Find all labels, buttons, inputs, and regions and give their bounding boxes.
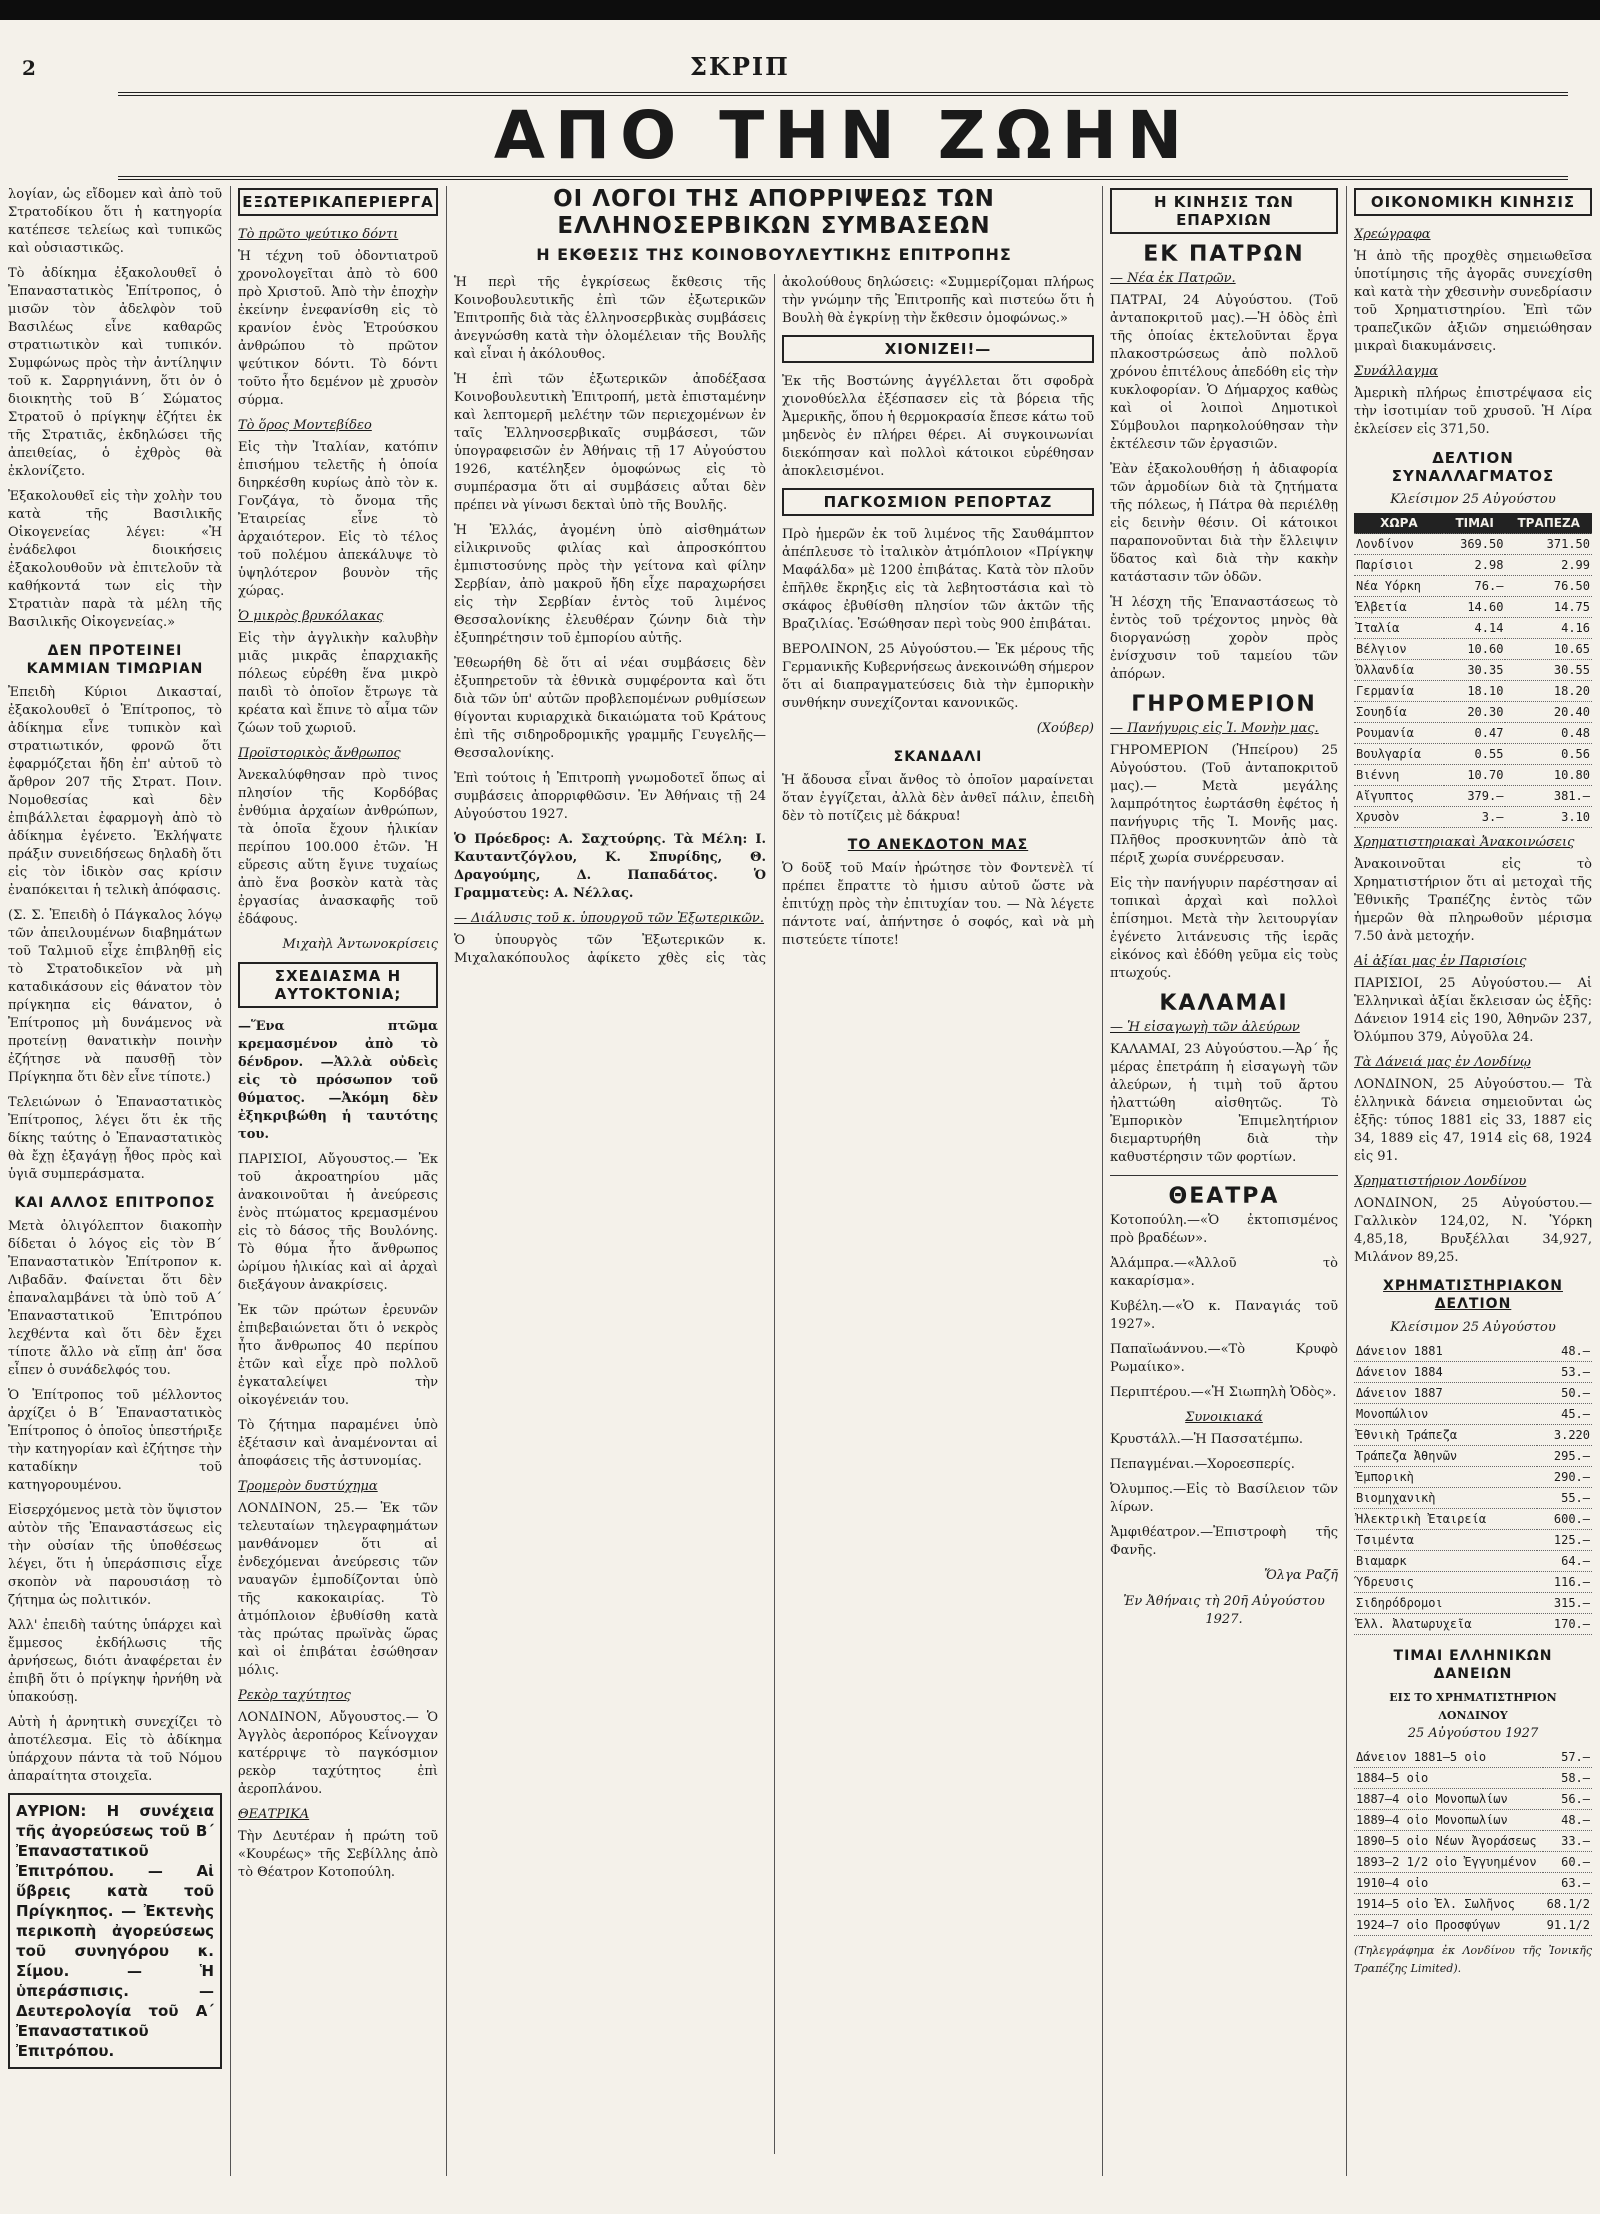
page-number: 2: [22, 56, 36, 80]
item-paragraph: Ἡ τέχνη τοῦ ὀδοντιατροῦ χρονολογεῖται ἀπὸ τὸ 600 πρὸ Χριστοῦ. Ἀπὸ τὴν ἐποχὴν ἐκείνην ἐνεφανίσθη εἰς τὸ κρανίον ἑνὸς Ἑτρούσκου ἀνθρώπου τὸ πρῶτον ψεύτικον δόντι. Τὸ δόντι τοῦτο ἦτο δεμένον μὲ χρυσὸν σύρμα.: [238, 249, 438, 408]
table-cell: Γερμανία: [1354, 681, 1444, 702]
table-row: [1354, 702, 1592, 723]
table-cell: Τσιμέντα: [1354, 1530, 1537, 1551]
table-cell: 10.60: [1444, 639, 1506, 660]
table-cell: 14.60: [1444, 597, 1506, 618]
table-cell: Δάνειον 1887: [1354, 1383, 1537, 1404]
city-heading: ΓΗΡΟΜΕΡΙΟΝ: [1131, 692, 1317, 717]
table-cell: 30.55: [1505, 660, 1592, 681]
table-row: [1354, 1551, 1592, 1572]
column-main-article: [454, 186, 1094, 2176]
table-cell: 4.16: [1505, 618, 1592, 639]
table-row: [1354, 1831, 1592, 1852]
table-cell: 1884—5 οἰο: [1354, 1768, 1543, 1789]
article-paragraph: Ἐπὶ τούτοις ἡ Ἐπιτροπὴ γνωμοδοτεῖ ὅπως αἱ συμβάσεις ἀπορριφθῶσιν. Ἐν Ἀθήναις τῇ 24 Αὐγούστου 1927.: [454, 771, 766, 822]
section-box-provinces: Η ΚΙΝΗΣΙΣ ΤΩΝ ΕΠΑΡΧΙΩΝ: [1110, 188, 1338, 234]
section-banner: [118, 92, 1568, 180]
exchange-table-subheading: Κλείσιμον 25 Αὐγούστου: [1390, 492, 1556, 507]
trial-paragraph: Ἀλλ' ἐπειδὴ ταύτης ὑπάρχει καὶ ἔμμεσος ἐκδήλωσις τῆς ἀρνήσεως, διότι ἀναφέρεται ἐν ἐπιβῆ ὅτι ὁ πρίγκηψ ἠρνήθη νὰ ὑπακούσῃ.: [8, 1618, 222, 1705]
item-paragraph: ΠΑΡΙΣΙΟΙ, 25 Αὐγούστου.— Αἱ Ἑλληνικαὶ ἀξίαι ἔκλεισαν ὡς ἑξῆς: Δάνειον 1914 εἰς 190, Ἀθηνῶν 237, Ὀλύμπου 379, Αὐγοῦλα 24.: [1354, 976, 1592, 1045]
item-paragraph: Εἰς τὴν Ἰταλίαν, κατόπιν ἐπισήμου τελετῆς ἡ ὁποία διηρκέσθη κυρίως ἀπὸ τὸν κ. Γονζάγα, τὸ ὄνομα τῆς Ἐταιρείας εἶνε τὸ ἀρχαιότερον. Εἰς τὸ τέλος τοῦ πολέμου ἀπεκάλυψε τὸ ὑψηλότερον βουνὸν τῆς χώρας.: [238, 440, 438, 599]
article-paragraph: Ἡ Ἑλλάς, ἀγομένη ὑπὸ αἰσθημάτων εἰλικρινοῦς φιλίας καὶ ἀπροσκόπτου ἐμπιστοσύνης πρὸς τὴν γείτονα καὶ φίλην Σερβίαν, ἀπὸ μακροῦ ἤδη εἶχε παραχωρήσει εἰς τὴν Σερβίαν ἐντὸς τοῦ λιμένος Θεσσαλονίκης ἐλευθέραν ζώνην διὰ τὴν ἐξυπηρέτησιν τοῦ ἐμπορίου αὐτῆς.: [454, 523, 766, 646]
article-paragraph: Πρὸ ἡμερῶν ἐκ τοῦ λιμένος τῆς Σαυθάμπτον ἀπέπλευσε τὸ ἰταλικὸν ἀτμόπλοιον «Πρίγκηψ Μαφάλδα» μὲ 1200 ἐπιβάτας. Κατὰ τὸν πλοῦν ἐπῆλθε ἔκρηξις εἰς τὰ λεβητοστάσια καὶ τὸ σκάφος ἐβυθίσθη πλησίον τῶν ἀκτῶν τῆς Βραζιλίας. Ἐσώθησαν περὶ τοὺς 900 ἐπιβάται.: [782, 527, 1094, 632]
table-row: [1354, 1768, 1592, 1789]
table-row: [1354, 618, 1592, 639]
trial-paragraph: Μετὰ ὀλιγόλεπτον διακοπὴν δίδεται ὁ λόγος εἰς τὸν Β΄ Ἐπαναστατικὸν Ἐπίτροπον κ. Λιβαδᾶν. Φαίνεται ὅτι δὲν ἐπαναλαμβάνει τὰ ὑπὸ τοῦ Α΄ Ἐπαναστατικοῦ Ἐπιτρόπου λεχθέντα καὶ ὅτι δὲν ἔχει τίποτε ἄλλο νὰ εἴπῃ ἀπ' ὅσα εἶπεν ὁ συνάδελφός του.: [8, 1219, 222, 1378]
theatre-listing: Κρυστάλλ.—Ἡ Πασσατέμπω.: [1110, 1432, 1304, 1447]
main-headline-block: [454, 186, 1094, 264]
exchange-table-body: [1354, 534, 1592, 828]
table-row: [1354, 723, 1592, 744]
exchange-table: [1354, 513, 1592, 828]
table-row: [1354, 765, 1592, 786]
table-header-cell: ΤΙΜΑΙ: [1444, 513, 1506, 534]
table-cell: 315.—: [1537, 1593, 1592, 1614]
section-rule: [1110, 1175, 1338, 1176]
table-cell: 58.—: [1543, 1768, 1592, 1789]
theatre-listing: Περιπτέρου.—«Ἡ Σιωπηλὴ Ὁδὸς».: [1110, 1385, 1337, 1400]
item-paragraph: ΛΟΝΔΙΝΟΝ, Αὔγουστος.— Ὁ Ἀγγλὸς ἀεροπόρος Κεΐνογχαν κατέρριψε τὸ παγκόσμιον ρεκὸρ ταχύτητος ἐπὶ ἀεροπλάνου.: [238, 1710, 438, 1797]
table-cell: Δάνειον 1881—5 οἰο: [1354, 1747, 1543, 1768]
table-cell: Αἴγυπτος: [1354, 786, 1444, 807]
column-curiosities: [238, 186, 438, 2176]
table-cell: 1914—5 οἰο Ἑλ. Σωλῆνος: [1354, 1894, 1543, 1915]
story-summary: —Ἕνα πτῶμα κρεμασμένον ἀπὸ τὸ δένδρον. —Ἀλλὰ οὐδεὶς εἰς τὸ πρόσωπον τοῦ θύματος. —Ἀκόμη δὲν ἐξηκριβώθη ἡ ταυτότης του.: [238, 1019, 438, 1142]
trial-paragraph: (Σ. Σ. Ἐπειδὴ ὁ Πάγκαλος λόγῳ τῶν ἀπειλουμένων διαβημάτων τοῦ Ταλμιοῦ εἶχε ἐπιβληθῇ εἰς τὸ Στρατοδικεῖον νὰ μὴ καταδικάσουν εἰς θάνατον τὸν πρίγκηπα εἰς θάνατον, ὁ Ἐπίτροπος μὴ δυνάμενος νὰ προτείνῃ θανατικὴν ποινὴν ἐζήτησε νὰ παυσθῇ τὸν Πρίγκηπα ὅτι δὲν εἶνε τίποτε.): [8, 908, 222, 1085]
item-paragraph: Ἀνακοινοῦται εἰς τὸ Χρηματιστήριον ὅτι αἱ μετοχαὶ τῆς Ἐθνικῆς Τραπέζης ἐντὸς τῶν ἡμερῶν θὰ πληρωθοῦν μέρισμα 7.50 ἀνὰ μετοχήν.: [1354, 857, 1592, 944]
theatre-listing: Κυβέλη.—«Ὁ κ. Παναγιάς τοῦ 1927».: [1110, 1299, 1338, 1332]
table-cell: Λονδίνον: [1354, 534, 1444, 555]
section-box-economy: ΟΙΚΟΝΟΜΙΚΗ ΚΙΝΗΣΙΣ: [1354, 188, 1592, 216]
table-cell: Δάνειον 1881: [1354, 1341, 1537, 1362]
table-cell: Ἰταλία: [1354, 618, 1444, 639]
table-row: [1354, 597, 1592, 618]
trial-paragraph: Ἐπειδὴ Κύριοι Δικασταί, ἐξακολουθεῖ ὁ Ἐπίτροπος, τὸ ἀδίκημα εἶνε τυπικὸν καὶ στρατιωτικόν, φρονῶ ὅτι ἐφαρμόζεται ἤδη ἐπ' αὐτοῦ τὸ ἄρθρον 207 τῆς Στρατ. Ποιν. Νομοθεσίας καὶ δὲν ἐπιβάλλεται ἐφαρμογὴ ἀπὸ τὸ ἀδίκημα ἐγένετο. Ἐκλήψατε πράξιν συνειδήσεως δηλαδὴ ὅτι εἰς τὸν ἰδικὸν σας κρίσιν ἐναπόκειται ἡ τελικὴ ἀπόφασις.: [8, 685, 222, 898]
item-paragraph: Ἐὰν ἐξακολουθήσῃ ἡ ἀδιαφορία τῶν ἁρμοδίων διὰ τὰ ζητήματα τῆς πόλεως, ἡ Πάτρα θὰ περιέλθῃ εἰς δεινὴν θέσιν. Οἱ κάτοικοι παραπονοῦνται διὰ τὴν ἔλλειψιν ὕδατος καὶ διὰ τὴν κακὴν κατάστασιν τῶν ὁδῶν.: [1110, 462, 1338, 585]
loans-subheading: ΕΙΣ ΤΟ ΧΡΗΜΑΤΙΣΤΗΡΙΟΝ ΛΟΝΔΙΝΟΥ: [1389, 1691, 1557, 1722]
table-row: [1354, 1810, 1592, 1831]
table-cell: 55.—: [1537, 1488, 1592, 1509]
article-paragraph: Ὁ δοῦξ τοῦ Μαίν ἠρώτησε τὸν Φοντενὲλ τί πρέπει ἔπραττε τὸ ἡμισυ αὐτοῦ ὥστε νὰ ἐπιτύχῃ πρὸς τὴν ἐπιτυχίαν του. — Νὰ λέγετε πάντοτε ναί, ἀπήντησε ὁ σοφός, καὶ νὰ μὴ πιστεύετε τίποτε!: [782, 861, 1094, 948]
main-subheadline: Η ΕΚΘΕΣΙΣ ΤΗΣ ΚΟΙΝΟΒΟΥΛΕΥΤΙΚΗΣ ΕΠΙΤΡΟΠΗΣ: [536, 245, 1012, 264]
table-cell: 0.48: [1505, 723, 1592, 744]
column-provinces: [1110, 186, 1338, 2176]
table-cell: 379.—: [1444, 786, 1506, 807]
section-box-world-report: ΠΑΓΚΟΣΜΙΟΝ ΡΕΠΟΡΤΑΖ: [782, 488, 1094, 516]
item-title: — Διάλυσις τοῦ κ. ὑπουργοῦ τῶν Ἐξωτερικῶν.: [454, 911, 764, 926]
theatres-heading: ΘΕΑΤΡΑ: [1168, 1184, 1280, 1209]
table-row: [1354, 807, 1592, 828]
column-divider: [1102, 186, 1103, 2176]
table-cell: 369.50: [1444, 534, 1506, 555]
table-cell: Ἐθνικὴ Τράπεζα: [1354, 1425, 1537, 1446]
table-cell: 10.65: [1505, 639, 1592, 660]
table-cell: 295.—: [1537, 1446, 1592, 1467]
table-cell: Μονοπώλιον: [1354, 1404, 1537, 1425]
author-signature: Ὅλγα Ραζῆ: [1264, 1568, 1338, 1583]
item-title: Χρηματιστήριον Λονδίνου: [1354, 1174, 1527, 1189]
item-title: Προϊστορικὸς ἄνθρωπος: [238, 746, 401, 761]
theatre-listing: Παπαϊωάννου.—«Τὸ Κρυφὸ Ρωμαίικο».: [1110, 1342, 1338, 1375]
table-row: [1354, 1341, 1592, 1362]
loans-table: [1354, 1747, 1592, 1936]
table-cell: 56.—: [1543, 1789, 1592, 1810]
item-title: — Νέα ἐκ Πατρῶν.: [1110, 271, 1236, 286]
city-heading: ΕΚ ΠΑΤΡΩΝ: [1143, 242, 1305, 267]
table-cell: 290.—: [1537, 1467, 1592, 1488]
table-row: [1354, 1852, 1592, 1873]
article-paragraph: Ὁ ὑπουργὸς τῶν Ἐξωτερικῶν κ. Μιχαλακόπουλος ἀφίκετο χθὲς εἰς τὰς ἀκολούθους δηλώσεις: «Συμμερίζομαι πλήρως τὴν γνώμην τῆς Ἐπιτροπῆς καὶ πιστεύω ὅτι ἡ Βουλὴ θὰ ἐγκρίνῃ τὴν ἔκθεσιν ὁμοφώνως.»: [454, 275, 1094, 966]
table-row: [1354, 534, 1592, 555]
table-cell: 10.80: [1505, 765, 1592, 786]
table-cell: Ρουμανία: [1354, 723, 1444, 744]
item-paragraph: Τὴν Δευτέραν ἡ πρώτη τοῦ «Κουρέως» τῆς Σεβίλλης ἀπὸ τὸ Θέατρον Κοτοπούλη.: [238, 1829, 438, 1880]
item-paragraph: ΛΟΝΔΙΝΟΝ, 25.— Ἐκ τῶν τελευταίων τηλεγραφημάτων μανθάνομεν ὅτι αἱ ἐνδεχόμεναι ἀνεύρεσις τῶν ναυαγῶν ἐμποδίζονται ὑπὸ τῆς κακοκαιρίας. Τὸ ἀτμόπλοιον ἐβυθίσθη κατὰ τὰς πρώτας πρωϊνὰς ὥρας καὶ οἱ ἐπιβάται ἐσώθησαν μόλις.: [238, 1501, 438, 1678]
item-title: Χρηματιστηριακαὶ Ἀνακοινώσεις: [1354, 835, 1575, 850]
section-box-suicide: ΣΧΕΔΙΑΣΜΑ Η ΑΥΤΟΚΤΟΝΙΑ;: [238, 962, 438, 1008]
table-row: [1354, 1530, 1592, 1551]
table-row: [1354, 1572, 1592, 1593]
item-title: Ὁ μικρὸς βρυκόλακας: [238, 609, 384, 624]
item-title: ΘΕΑΤΡΙΚΑ: [238, 1807, 310, 1822]
committee-signatures: Ὁ Πρόεδρος: Α. Σαχτούρης. Τὰ Μέλη: Ι. Καυταντζόγλου, Κ. Σπυρίδης, Θ. Δραγούμης, Δ. Παπαδάτος. Ὁ Γραμματεὺς: Α. Νέλλας.: [454, 832, 766, 901]
item-title: Χρεώγραφα: [1354, 227, 1431, 242]
table-cell: 20.30: [1444, 702, 1506, 723]
item-paragraph: Ἀνεκαλύφθησαν πρὸ τινος πλησίον τῆς Κορδόβας ἐνθύμια ἀρχαίων ἀνθρώπων, τὰ ὁποῖα ἔχουν ἡλικίαν περίπου 100.000 ἐτῶν. Ἡ εὕρεσις αὕτη ἔγινε τυχαίως ἀπὸ ἕνα βοσκὸν κατὰ τὰς ἐργασίας ἀνασκαφῆς τοῦ ἐδάφους.: [238, 768, 438, 927]
column-divider: [230, 186, 231, 2176]
item-title: Αἱ ἀξίαι μας ἐν Παρισίοις: [1354, 954, 1527, 969]
table-cell: 116.—: [1537, 1572, 1592, 1593]
item-title: Ρεκὸρ ταχύτητος: [238, 1688, 351, 1703]
table-cell: 1924—7 οἰο Προσφύγων: [1354, 1915, 1543, 1936]
dateline: Ἐν Ἀθήναις τὴ 20ῆ Αὐγούστου 1927.: [1123, 1594, 1325, 1627]
table-cell: 68.1/2: [1543, 1894, 1592, 1915]
table-row: [1354, 576, 1592, 597]
item-title: Τὸ ὅρος Μοντεβίδεο: [238, 418, 372, 433]
table-cell: 18.10: [1444, 681, 1506, 702]
theatre-listing: Ἀμφιθέατρον.—Ἐπιστροφὴ τῆς Φανῆς.: [1110, 1525, 1338, 1558]
table-cell: 0.55: [1444, 744, 1506, 765]
table-cell: Δάνειον 1884: [1354, 1362, 1537, 1383]
table-cell: 2.98: [1444, 555, 1506, 576]
loans-footnote: (Τηλεγράφημα ἐκ Λονδίνου τῆς Ἰονικῆς Τραπέζης Limited).: [1354, 1944, 1592, 1975]
item-title: Συνοικιακά: [1185, 1410, 1263, 1425]
table-row: [1354, 1425, 1592, 1446]
tomorrow-notice: ΑΥΡΙΟΝ: Η συνέχεια τῆς ἀγορεύσεως τοῦ Β΄ Ἐπαναστατικοῦ Ἐπιτρόπου. — Αἱ ὕβρεις κατὰ τοῦ Πρίγκηπος. — Ἐκτενὴς περικοπὴ ἀγορεύσεως τοῦ συνηγόρου κ. Σίμου. — Ἡ ὑπεράσπισις. — Δευτερολογία τοῦ Α΄ Ἐπαναστατικοῦ Ἐπιτρόπου.: [8, 1793, 222, 2069]
trial-paragraph: λογίαν, ὡς εἴδομεν καὶ ἀπὸ τοῦ Στρατοδίκου ὅτι ἡ κατηγορία κατέπεσε τελείως καὶ τυπικῶς καὶ οὐσιαστικῶς.: [8, 187, 222, 256]
table-row: [1354, 639, 1592, 660]
section-box-curiosities: ΕΞΩΤΕΡΙΚΑΠΕΡΙΕΡΓΑ: [238, 188, 438, 216]
item-title: — Πανήγυρις εἰς Ἱ. Μονὴν μας.: [1110, 721, 1319, 736]
table-cell: Βέλγιον: [1354, 639, 1444, 660]
table-cell: 170.—: [1537, 1614, 1592, 1635]
column-economy: [1354, 186, 1592, 2176]
main-article-body: [454, 274, 1094, 2154]
story-paragraph: ΠΑΡΙΣΙΟΙ, Αὔγουστος.— Ἐκ τοῦ ἀκροατηρίου μᾶς ἀνακοινοῦται ἡ ἀνεύρεσις ἑνὸς πτώματος κρεμασμένου εἰς τὸ δάσος τῆς Βουλόνης. Τὸ θύμα ἦτο ἄνθρωπος ὡρίμου ἡλικίας καὶ αἱ ἀρχαὶ διεξάγουν ἀνακρίσεις.: [238, 1152, 438, 1293]
table-cell: 20.40: [1505, 702, 1592, 723]
theatre-listing: Κοτοπούλη.—«Ὁ ἐκτοπισμένος πρὸ βραδέων».: [1110, 1213, 1338, 1246]
article-paragraph: Ἐθεωρήθη δὲ ὅτι αἱ νέαι συμβάσεις δὲν ἐξυπηρετοῦν τὰ ἐθνικὰ συμφέροντα καὶ ὅτι διὰ τῶν ὑπ' αὐτῶν προβλεπομένων ρυθμίσεων θίγονται κυριαρχικὰ δικαιώματα τοῦ Κράτους ἐπὶ τῆς σιδηροδρομικῆς γραμμῆς Γευγελῆς—Θεσσαλονίκης.: [454, 656, 766, 761]
table-row: [1354, 1446, 1592, 1467]
table-cell: Τράπεζα Ἀθηνῶν: [1354, 1446, 1537, 1467]
column-trial-report: [8, 186, 222, 2176]
table-row: [1354, 786, 1592, 807]
top-border-bar: [0, 0, 1600, 20]
bourse-table-body: [1354, 1341, 1592, 1635]
theatre-listing: Ὀλυμπος.—Εἰς τὸ Βασίλειον τῶν λίρων.: [1110, 1482, 1338, 1515]
table-cell: Βιέννη: [1354, 765, 1444, 786]
item-paragraph: ΠΑΤΡΑΙ, 24 Αὐγούστου. (Τοῦ ἀνταποκριτοῦ μας).—Ἡ ὁδὸς ἐπὶ τῆς ὁποίας ἐκτελοῦνται ἔργα πλακοστρώσεως ἀπὸ πολλοῦ χρόνου ἐπιτέλους ἀπεδόθη εἰς τὴν κυκλοφορίαν. Ὁ Δήμαρχος καθὼς καὶ οἱ λοιποὶ Δημοτικοὶ Σύμβουλοι παρηκολούθησαν τὴν ἐκτέλεσιν τῶν ἐργασιῶν.: [1110, 293, 1338, 452]
table-cell: 3.10: [1505, 807, 1592, 828]
item-paragraph: Εἰς τὴν πανήγυριν παρέστησαν αἱ τοπικαὶ ἀρχαὶ καὶ πολλοὶ ἐπίσημοι. Μετὰ τὴν λειτουργίαν ἐγένετο λιτάνευσις τῆς ἱερᾶς εἰκόνος καὶ ἐδόθη γεῦμα εἰς τοὺς πτωχούς.: [1110, 876, 1338, 981]
trial-paragraph: Ὁ Ἐπίτροπος τοῦ μέλλοντος ἀρχίζει ὁ Β΄ Ἐπαναστατικὸς Ἐπίτροπος ὁ ὁποῖος ὑπεστήριξε τὴν κατηγορίαν καὶ ἐζήτησε τὴν καταδίκην τοῦ κατηγορουμένου.: [8, 1388, 222, 1493]
item-paragraph: Ἡ ἀπὸ τῆς προχθὲς σημειωθεῖσα ὑποτίμησις τῆς ἀγορᾶς συνεχίσθη καὶ κατὰ τὴν χθεσινὴν συνεδρίασιν τοῦ Χρηματιστηρίου. Ἐπὶ τῶν τραπεζικῶν ἀξιῶν σημειώθησαν μικραὶ διακυμάνσεις.: [1354, 249, 1592, 354]
anecdote-heading: ΤΟ ΑΝΕΚΔΟΤΟΝ ΜΑΣ: [847, 837, 1029, 853]
table-cell: 57.—: [1543, 1747, 1592, 1768]
city-heading: ΚΑΛΑΜΑΙ: [1159, 991, 1289, 1016]
trial-subheading: ΔΕΝ ΠΡΟΤΕΙΝΕΙ ΚΑΜΜΙΑΝ ΤΙΜΩΡΙΑΝ: [26, 643, 204, 677]
trial-paragraph: Τὸ ἀδίκημα ἐξακολουθεῖ ὁ Ἐπαναστατικὸς Ἐπίτροπος, ὁ μισῶν τὸν ἀδελφὸν τοῦ Βασιλέως εἶνε καθαρῶς στρατιωτικὸν καὶ τυπικόν. Συμφώνως πρὸς τὴν ἀντίληψιν τοῦ κ. Σαρρηγιάννη, ὅτι ὁν ὁ διοικητὴς τοῦ Β΄ Σώματος Στρατοῦ ὁ πρίγκηψ ἐζήτει ἐκ τῆς Στρατιᾶς, ἐκδηλώσει τῆς ἀπειθείας, ὁ ἐχθρὸς θὰ ἐκλονίζετο.: [8, 266, 222, 479]
table-cell: 1893—2 1/2 οἰο Ἐγγυημένον: [1354, 1852, 1543, 1873]
table-cell: 0.47: [1444, 723, 1506, 744]
table-row: [1354, 1789, 1592, 1810]
item-title: Τρομερὸν δυστύχημα: [238, 1479, 378, 1494]
table-row: [1354, 681, 1592, 702]
table-row: [1354, 1488, 1592, 1509]
table-row: [1354, 1894, 1592, 1915]
table-row: [1354, 1614, 1592, 1635]
table-cell: 1890—5 οἰο Νέων Ἀγοράσεως: [1354, 1831, 1543, 1852]
table-header-cell: ΧΩΡΑ: [1354, 513, 1444, 534]
table-cell: 50.—: [1537, 1383, 1592, 1404]
table-cell: 381.—: [1505, 786, 1592, 807]
exchange-table-heading: ΔΕΛΤΙΟΝ ΣΥΝΑΛΛΑΓΜΑΤΟΣ: [1391, 449, 1555, 485]
item-title: Τὰ Δάνειά μας ἐν Λονδίνῳ: [1354, 1055, 1531, 1070]
table-cell: 18.20: [1505, 681, 1592, 702]
table-row: [1354, 1873, 1592, 1894]
theatre-listing: Πεπαγμέναι.—Χοροεσπερίς.: [1110, 1457, 1295, 1472]
trial-paragraph: Ἐξακολουθεῖ εἰς τὴν χολὴν του κατὰ τῆς Βασιλικῆς Οἰκογενείας λέγει: «Ἡ ἐνάδελφοι διοικήσεις ἐξακολουθοῦν νὰ ἐπιτελοῦν τὰ καθήκοντά των εἰς τὴν Στρατιὰν παρὰ τὰ μέλη τῆς Βασιλικῆς Οἰκογενείας.»: [8, 489, 222, 630]
loans-heading: ΤΙΜΑΙ ΕΛΛΗΝΙΚΩΝ ΔΑΝΕΙΩΝ: [1393, 1648, 1553, 1682]
table-cell: Βιαμαρκ: [1354, 1551, 1537, 1572]
author-signature: Μιχαὴλ Ἀντωνοκρίσεις: [282, 937, 438, 952]
table-cell: Ὕδρευσις: [1354, 1572, 1537, 1593]
masthead: ΣΚΡΙΠ: [690, 52, 790, 81]
article-paragraph: Ἡ ἐπὶ τῶν ἐξωτερικῶν ἀποδέξασα Κοινοβουλευτικὴ Ἐπιτροπή, μετὰ ἐπισταμένην καὶ λεπτομερῆ μελέτην τῶν περιεχομένων ἐν ταῖς Ἑλληνοσερβικαῖς συμβάσεσι, τῶν ὑπογραφεισῶν ἐν Ἀθήναις τῇ 17 Αὐγούστου 1926, κατέληξεν ὁμοφώνως εἰς τὸ συμπέρασμα ὅτι αἱ συμβάσεις αὗται δὲν πρέπει νὰ γίνωσι δεκταὶ ὑπὸ τῆς Βουλῆς.: [454, 372, 766, 513]
article-paragraph: Ἡ ἄδουσα εἶναι ἄνθος τὸ ὁποῖον μαραίνεται ὅταν ἐγγίζεται, ἀλλὰ δὲν ἀνθεῖ πάλιν, ἐπειδὴ δὲν τὸ ποτίζεις μὲ δάκρυα!: [782, 773, 1094, 824]
item-paragraph: ΓΗΡΟΜΕΡΙΟΝ (Ἠπείρου) 25 Αὐγούστου. (Τοῦ ἀνταποκριτοῦ μας).— Μετὰ μεγάλης λαμπρότητος ἐωρτάσθη ἐφέτος ἡ πανήγυρις τῆς Ἱ. Μονῆς μας. Πλῆθος προσκυνητῶν ἀπὸ τὰ πέριξ χωρία συνέρρευσαν.: [1110, 743, 1338, 866]
table-cell: Παρίσιοι: [1354, 555, 1444, 576]
theatre-listing: Ἀλάμπρα.—«Ἀλλοῦ τὸ κακαρίσμα».: [1110, 1256, 1338, 1289]
table-cell: 48.—: [1537, 1341, 1592, 1362]
table-cell: Ἠλεκτρικὴ Ἐταιρεία: [1354, 1509, 1537, 1530]
story-paragraph: Τὸ ζήτημα παραμένει ὑπὸ ἐξέτασιν καὶ ἀναμένονται αἱ ἀποφάσεις τῆς ἀστυνομίας.: [238, 1418, 438, 1469]
item-paragraph: Εἰς τὴν ἀγγλικὴν καλυβὴν μιᾶς μικρᾶς ἐπαρχιακῆς πόλεως εὑρέθη ἕνα μικρὸ παιδὶ τὸ ὁποῖον ἔτρωγε τὰ κρέατα καὶ ἔπινε τὸ αἷμα τῶν ζώων τοῦ χωριοῦ.: [238, 631, 438, 736]
table-cell: 1887—4 οἰο Μονοπωλίων: [1354, 1789, 1543, 1810]
table-cell: 60.—: [1543, 1852, 1592, 1873]
trial-subheading: ΚΑΙ ΑΛΛΟΣ ΕΠΙΤΡΟΠΟΣ: [14, 1195, 216, 1211]
bourse-table: [1354, 1341, 1592, 1635]
table-cell: 53.—: [1537, 1362, 1592, 1383]
table-cell: 1910—4 οἰο: [1354, 1873, 1543, 1894]
main-headline: ΟΙ ΛΟΓΟΙ ΤΗΣ ΑΠΟΡΡΙΨΕΩΣ ΤΩΝ ΕΛΛΗΝΟΣΕΡΒΙΚΩΝ ΣΥΜΒΑΣΕΩΝ: [553, 186, 995, 239]
story-paragraph: Ἐκ τῶν πρώτων ἐρευνῶν ἐπιβεβαιώνεται ὅτι ὁ νεκρὸς ἦτο ἄνθρωπος 40 περίπου ἐτῶν καὶ εἶχε πρὸ πολλοῦ ἐγκαταλείψει τὴν οἰκογένειάν του.: [238, 1303, 438, 1408]
loans-date: 25 Αὐγούστου 1927: [1407, 1726, 1539, 1741]
table-cell: Ἐμπορικὴ: [1354, 1467, 1537, 1488]
table-cell: Σουηδία: [1354, 702, 1444, 723]
table-header-cell: ΤΡΑΠΕΖΑ: [1505, 513, 1592, 534]
table-cell: 1889—4 οἰο Μονοπωλίων: [1354, 1810, 1543, 1831]
table-cell: 76.50: [1505, 576, 1592, 597]
item-paragraph: ΚΑΛΑΜΑΙ, 23 Αὐγούστου.—Ἀρ΄ ἧς μέρας ἐπετράπη ἡ εἰσαγωγὴ τῶν ἀλεύρων, ἡ τιμὴ τοῦ ἄρτου ἠλαττώθη αἰσθητῶς. Τὸ Ἐμπορικὸν Ἐπιμελητήριον διεμαρτυρήθη διὰ τὴν καθυστέρησιν τῶν φορτίων.: [1110, 1042, 1338, 1165]
bourse-heading: ΧΡΗΜΑΤΙΣΤΗΡΙΑΚΟΝ ΔΕΛΤΙΟΝ: [1383, 1278, 1563, 1312]
table-cell: Ἑλλ. Ἀλατωρυχεῖα: [1354, 1614, 1537, 1635]
table-cell: 64.—: [1537, 1551, 1592, 1572]
trial-paragraph: Αὐτὴ ἡ ἀρνητικὴ συνεχίζει τὸ ἀποτέλεσμα. Εἰς τὸ ἀδίκημα ὑπάρχουν πάντα τὰ τοῦ Νόμου ἀπαραίτητα στοιχεῖα.: [8, 1715, 222, 1784]
table-cell: 600.—: [1537, 1509, 1592, 1530]
table-cell: 3.220: [1537, 1425, 1592, 1446]
item-paragraph: Ἀμερικὴ πλήρως ἐπιστρέψασα εἰς τὴν ἰσοτιμίαν τοῦ χρυσοῦ. Ἡ Λίρα ἐκλείσεν εἰς 371,50.: [1354, 386, 1592, 437]
table-row: [1354, 1404, 1592, 1425]
table-cell: Βουλγαρία: [1354, 744, 1444, 765]
table-cell: 63.—: [1543, 1873, 1592, 1894]
table-row: [1354, 1747, 1592, 1768]
table-cell: 4.14: [1444, 618, 1506, 639]
table-cell: 48.—: [1543, 1810, 1592, 1831]
table-cell: 33.—: [1543, 1831, 1592, 1852]
table-cell: Χρυσὸν: [1354, 807, 1444, 828]
item-title: — Ἡ εἰσαγωγὴ τῶν ἀλεύρων: [1110, 1020, 1300, 1035]
table-cell: Σιδηρόδρομοι: [1354, 1593, 1537, 1614]
table-row: [1354, 1509, 1592, 1530]
item-paragraph: Ἡ λέσχη τῆς Ἐπαναστάσεως τὸ ἐντὸς τοῦ τρέχοντος μηνὸς θὰ διοργανώσῃ χορὸν πρὸς ἐνίσχυσιν τοῦ ταμείου τῶν ἀπόρων.: [1110, 595, 1338, 682]
table-row: [1354, 744, 1592, 765]
loans-table-body: [1354, 1747, 1592, 1936]
table-cell: 371.50: [1505, 534, 1592, 555]
item-paragraph: ΛΟΝΔΙΝΟΝ, 25 Αὐγούστου.— Γαλλικὸν 124,02, Ν. Ὑόρκη 4,85,18, Βρυξέλλαι 34,927, Μιλάνον 89,25.: [1354, 1196, 1592, 1265]
table-cell: Ἑλβετία: [1354, 597, 1444, 618]
item-paragraph: ΛΟΝΔΙΝΟΝ, 25 Αὐγούστου.— Τὰ ἑλληνικὰ δάνεια σημειοῦνται ὡς ἑξῆς: τύπος 1881 εἰς 33, 1887 εἰς 34, 1889 εἰς 47, 1914 εἰς 68, 1924 εἰς 91.: [1354, 1077, 1592, 1164]
table-row: [1354, 1383, 1592, 1404]
section-box-snow: ΧΙΟΝΙΖΕΙ!—: [782, 335, 1094, 363]
article-paragraph: Ἐκ τῆς Βοστώνης ἀγγέλλεται ὅτι σφοδρὰ χιονοθύελλα ἐξέσπασεν εἰς τὰ βόρεια τῆς Ἀμερικῆς, ὅπου ἡ θερμοκρασία ἔπεσε κάτω τοῦ μηδενὸς ἐν πλήρει θέρει. Αἱ συγκοινωνίαι διεκόπησαν καὶ πολλοὶ κάτοικοι εὑρέθησαν ἀποκλεισμένοι.: [782, 374, 1094, 479]
table-cell: 3.—: [1444, 807, 1506, 828]
table-cell: 45.—: [1537, 1404, 1592, 1425]
table-row: [1354, 660, 1592, 681]
item-title: Τὸ πρῶτο ψεύτικο δόντι: [238, 227, 399, 242]
table-cell: 91.1/2: [1543, 1915, 1592, 1936]
table-cell: Ὀλλανδία: [1354, 660, 1444, 681]
table-cell: 14.75: [1505, 597, 1592, 618]
table-cell: Νέα Υόρκη: [1354, 576, 1444, 597]
table-cell: 125.—: [1537, 1530, 1592, 1551]
table-cell: 0.56: [1505, 744, 1592, 765]
table-cell: 2.99: [1505, 555, 1592, 576]
author-signature: (Χούβερ): [1036, 721, 1094, 736]
table-cell: Βιομηχανικὴ: [1354, 1488, 1537, 1509]
item-heading: ΣΚΑΝΔΑΛΙ: [893, 749, 983, 765]
table-cell: 10.70: [1444, 765, 1506, 786]
table-cell: 76.—: [1444, 576, 1506, 597]
item-title: Συνάλλαγμα: [1354, 364, 1439, 379]
column-divider: [446, 186, 447, 2176]
table-row: [1354, 1362, 1592, 1383]
column-divider: [1346, 186, 1347, 2176]
table-row: [1354, 1915, 1592, 1936]
table-row: [1354, 1467, 1592, 1488]
article-paragraph: Ἡ περὶ τῆς ἐγκρίσεως ἔκθεσις τῆς Κοινοβουλευτικῆς ἐπὶ τῶν ἐξωτερικῶν Ἐπιτροπῆς διὰ τὰς ἑλληνοσερβικὰς συμβάσεις ἀνεγνώσθη κατὰ τὴν ὁλομέλειαν τῆς Βουλῆς καὶ εἶναι ἡ ἀκόλουθος.: [454, 275, 766, 362]
banner-title: ΑΠΟ ΤΗΝ ΖΩΗΝ: [493, 97, 1193, 174]
table-row: [1354, 1593, 1592, 1614]
article-paragraph: ΒΕΡΟΛΙΝΟΝ, 25 Αὐγούστου.— Ἐκ μέρους τῆς Γερμανικῆς Κυβερνήσεως ἀνεκοινώθη σήμερον ὅτι αἱ διαπραγματεύσεις διὰ τὴν ἐμπορικὴν συνθήκην συνεχίζονται κανονικῶς.: [782, 642, 1094, 711]
table-cell: 30.35: [1444, 660, 1506, 681]
trial-paragraph: Εἰσερχόμενος μετὰ τὸν ὕψιστον αὐτὸν τῆς Ἐπαναστάσεως εἰς τὴν οὐσίαν τῆς ὑποθέσεως λέγει, ὅτι ἡ ὑπεράσπισις εἶχε σκοπὸν νὰ παρουσιάσῃ τὸ ζήτημα ὡς πολιτικόν.: [8, 1503, 222, 1608]
bourse-subheading: Κλείσιμον 25 Αὐγούστου: [1390, 1320, 1556, 1335]
trial-paragraph: Τελειώνων ὁ Ἐπαναστατικὸς Ἐπίτροπος, λέγει ὅτι ἐκ τῆς δίκης ταύτης ὁ Ἐπαναστατικὸς θὰ ἔχῃ ἐξαγάγῃ ἦθος πρὸς καὶ ὑγιᾶ συμπεράσματα.: [8, 1095, 222, 1182]
table-row: [1354, 555, 1592, 576]
